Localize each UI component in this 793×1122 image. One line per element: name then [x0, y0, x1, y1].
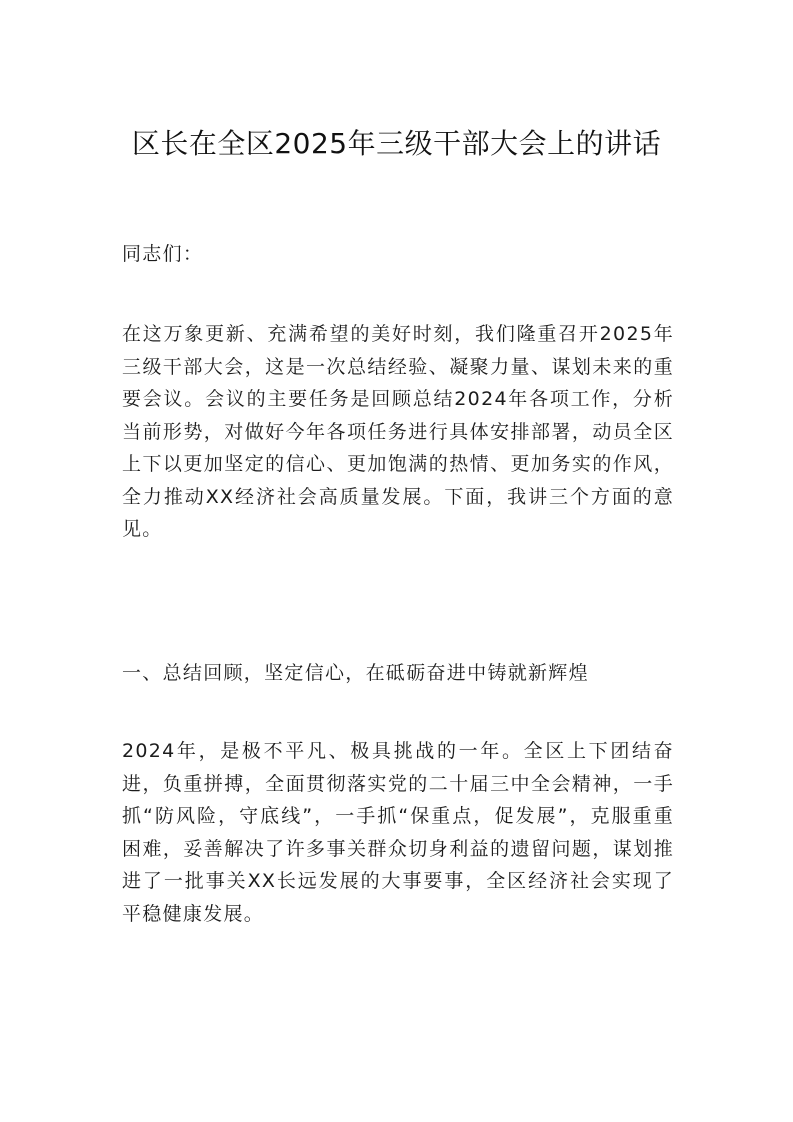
document-title: 区长在全区2025年三级干部大会上的讲话	[131, 127, 662, 160]
greeting-text: 同志们：	[122, 243, 204, 265]
paragraph-review: 2024年，是极不平凡、极具挑战的一年。全区上下团结奋进，负重拼搏，全面贯彻落实党的二十届三中全会精神，一手抓“防风险，守底线”，一手抓“保重点，促发展”，克服重重困难，妥善解决了许多事关群众切身利益的遗留问题，谋划推进了一批事关XX长远发展的大事要事，全区经济社会实现了平稳健康发展。	[122, 740, 674, 925]
section-heading: 一、总结回顾，坚定信心，在砥砺奋进中铸就新辉煌	[122, 662, 589, 684]
paragraph-intro: 在这万象更新、充满希望的美好时刻，我们隆重召开2025年三级干部大会，这是一次总结经验、凝聚力量、谋划未来的重要会议。会议的主要任务是回顾总结2024年各项工作，分析当前形势，对做好今年各项任务进行具体安排部署，动员全区上下以更加坚定的信心、更加饱满的热情、更加务实的作风，全力推动XX经济社会高质量发展。下面，我讲三个方面的意见。	[122, 323, 674, 540]
